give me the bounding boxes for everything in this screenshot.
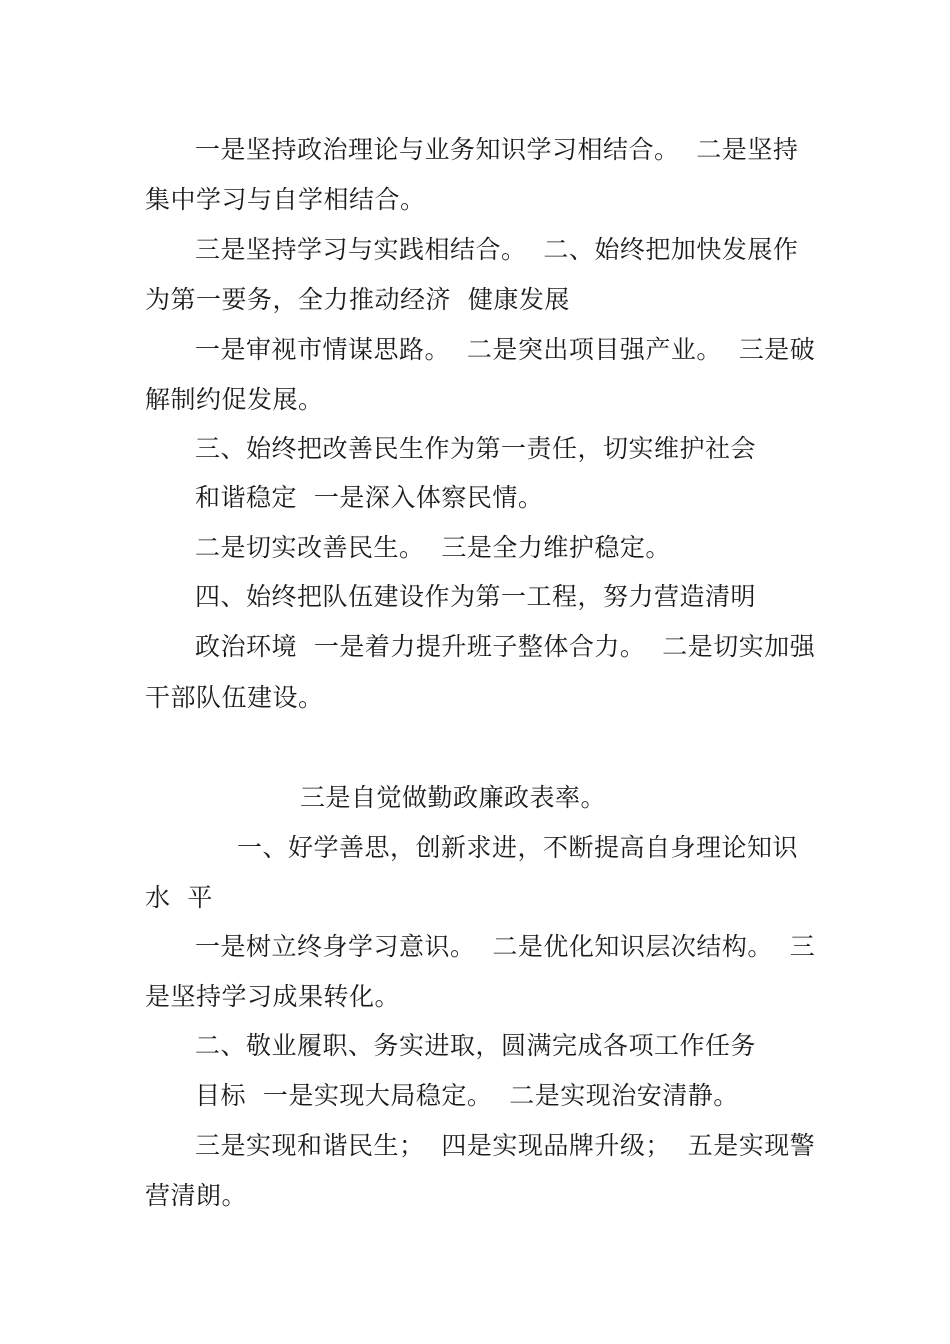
text-line: 政治环境 一是着力提升班子整体合力。 二是切实加强 — [195, 632, 816, 661]
text-line: 三、始终把改善民生作为第一责任，切实维护社会 — [195, 434, 757, 463]
text-line: 和谐稳定 一是深入体察民情。 — [195, 483, 544, 512]
text-line: 集中学习与自学相结合。 — [145, 185, 426, 214]
text-line: 三是实现和谐民生； 四是实现品牌升级； 五是实现警 — [195, 1131, 816, 1160]
text-line: 二、敬业履职、务实进取，圆满完成各项工作任务 — [195, 1031, 757, 1060]
text-line: 解制约促发展。 — [145, 385, 324, 414]
text-line: 二是切实改善民生。 三是全力维护稳定。 — [195, 533, 671, 562]
text-line: 一、好学善思，创新求进，不断提高自身理论知识 — [237, 833, 799, 862]
text-line: 一是坚持政治理论与业务知识学习相结合。 二是坚持 — [195, 135, 799, 164]
text-line: 一是树立终身学习意识。 二是优化知识层次结构。 三 — [195, 932, 816, 961]
text-line: 三是坚持学习与实践相结合。 二、始终把加快发展作 — [195, 235, 799, 264]
text-line: 目标 一是实现大局稳定。 二是实现治安清静。 — [195, 1081, 739, 1110]
text-line: 是坚持学习成果转化。 — [145, 982, 401, 1011]
section-heading: 三是自觉做勤政廉政表率。 — [300, 783, 607, 812]
text-line: 水 平 — [145, 883, 213, 912]
text-line: 四、始终把队伍建设作为第一工程，努力营造清明 — [195, 582, 757, 611]
text-line: 干部队伍建设。 — [145, 683, 324, 712]
text-line: 营清朗。 — [145, 1181, 248, 1210]
text-line: 为第一要务，全力推动经济 健康发展 — [145, 285, 570, 314]
text-line: 一是审视市情谋思路。 二是突出项目强产业。 三是破 — [195, 335, 816, 364]
